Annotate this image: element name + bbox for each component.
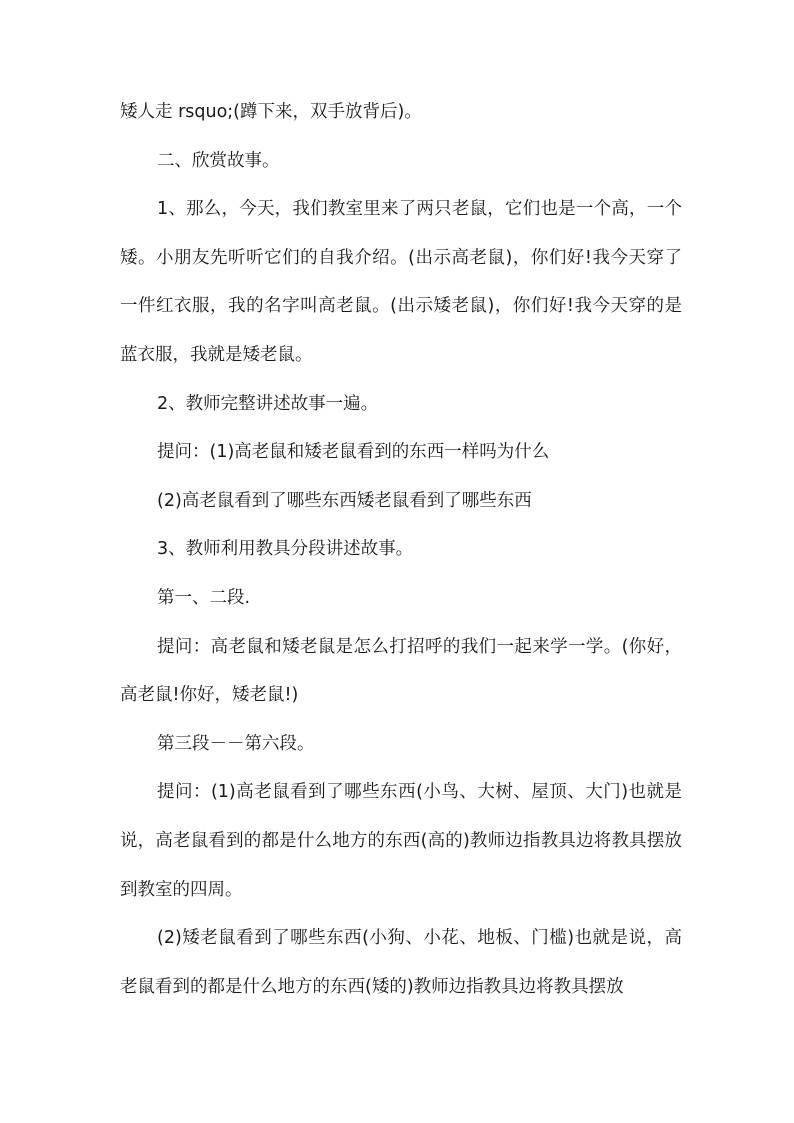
paragraph: 第一、二段. (157, 587, 251, 608)
question-paragraph: 提问：高老鼠和矮老鼠是怎么打招呼的我们一起来学一学。(你好，高老鼠!你好，矮老鼠!) (120, 636, 682, 706)
document-body (120, 88, 682, 1011)
question-paragraph: 提问：(1)高老鼠看到了哪些东西(小鸟、大树、屋顶、大门)也就是说，高老鼠看到的都是什么地方的东西(高的)教师边指教具边将教具摆放到教室的四周。 (120, 782, 682, 900)
paragraph: 3、教师利用教具分段讲述故事。 (157, 539, 414, 560)
section-heading: 二、欣赏故事。 (157, 150, 280, 171)
question-paragraph: (2)矮老鼠看到了哪些东西(小狗、小花、地板、门槛)也就是说，高老鼠看到的都是什么地方的东西(矮的)教师边指教具边将教具摆放 (120, 928, 682, 997)
paragraph: 第三段－－第六段。 (157, 733, 315, 754)
paragraph: 2、教师完整讲述故事一遍。 (157, 393, 379, 414)
paragraph: 矮人走 rsquo;(蹲下来，双手放背后)。 (120, 102, 422, 122)
question-paragraph: (2)高老鼠看到了哪些东西矮老鼠看到了哪些东西 (157, 490, 532, 511)
paragraph: 1、那么，今天，我们教室里来了两只老鼠，它们也是一个高，一个矮。小朋友先听听它们的自我介绍。(出示高老鼠)，你们好!我今天穿了一件红衣服，我的名字叫高老鼠。(出示矮老鼠)，你们好!我今天穿的是蓝衣服，我就是矮老鼠。 (120, 199, 682, 365)
question-paragraph: 提问：(1)高老鼠和矮老鼠看到的东西一样吗为什么 (157, 442, 550, 463)
